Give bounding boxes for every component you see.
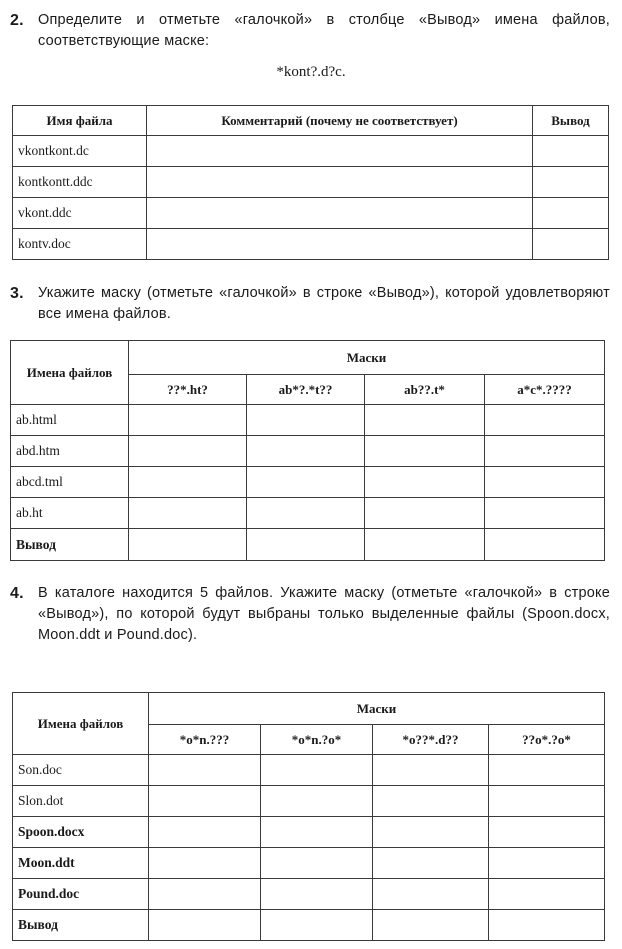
output-checkbox-cell[interactable] bbox=[489, 910, 605, 941]
output-checkbox-cell[interactable] bbox=[365, 529, 485, 561]
header-masks: Маски bbox=[129, 341, 605, 375]
header-filenames: Имена файлов bbox=[11, 341, 129, 405]
output-checkbox-cell[interactable] bbox=[485, 529, 605, 561]
task-4-header-row bbox=[13, 693, 605, 725]
task-3-heading bbox=[10, 283, 610, 325]
output-checkbox-cell[interactable] bbox=[533, 136, 609, 167]
table-row bbox=[13, 167, 609, 198]
filename-cell-selected: Spoon.docx bbox=[13, 817, 149, 848]
filename-cell-selected: Moon.ddt bbox=[13, 848, 149, 879]
task-2-table bbox=[12, 105, 609, 260]
mask-cell bbox=[261, 848, 373, 879]
filename-cell: Slon.dot bbox=[13, 786, 149, 817]
mask-option-1: *o*n.??? bbox=[149, 725, 261, 755]
header-filenames: Имена файлов bbox=[13, 693, 149, 755]
mask-cell bbox=[129, 436, 247, 467]
task-4-table bbox=[12, 692, 605, 941]
mask-cell bbox=[489, 786, 605, 817]
filename-cell: ab.html bbox=[11, 405, 129, 436]
mask-cell bbox=[365, 436, 485, 467]
header-comment: Комментарий (почему не соответствует) bbox=[147, 106, 533, 136]
task-4-heading bbox=[10, 583, 610, 646]
mask-cell bbox=[485, 405, 605, 436]
mask-cell bbox=[247, 498, 365, 529]
mask-cell bbox=[261, 786, 373, 817]
mask-cell bbox=[373, 817, 489, 848]
output-checkbox-cell[interactable] bbox=[129, 529, 247, 561]
filename-cell: abcd.tml bbox=[11, 467, 129, 498]
comment-cell[interactable] bbox=[147, 229, 533, 260]
mask-cell bbox=[247, 405, 365, 436]
mask-cell bbox=[373, 848, 489, 879]
filename-cell: ab.ht bbox=[11, 498, 129, 529]
mask-cell bbox=[373, 879, 489, 910]
comment-cell[interactable] bbox=[147, 198, 533, 229]
mask-cell bbox=[247, 467, 365, 498]
mask-cell bbox=[485, 436, 605, 467]
table-row bbox=[13, 786, 605, 817]
mask-cell bbox=[261, 817, 373, 848]
mask-option-3: *o??*.d?? bbox=[373, 725, 489, 755]
comment-cell[interactable] bbox=[147, 167, 533, 198]
mask-cell bbox=[485, 498, 605, 529]
mask-cell bbox=[365, 467, 485, 498]
mask-cell bbox=[129, 405, 247, 436]
filename-cell: abd.htm bbox=[11, 436, 129, 467]
table-row bbox=[11, 405, 605, 436]
mask-cell bbox=[149, 755, 261, 786]
output-checkbox-cell[interactable] bbox=[247, 529, 365, 561]
mask-option-3: ab??.t* bbox=[365, 375, 485, 405]
comment-cell[interactable] bbox=[147, 136, 533, 167]
output-checkbox-cell[interactable] bbox=[261, 910, 373, 941]
table-row bbox=[13, 136, 609, 167]
mask-option-2: ab*?.*t?? bbox=[247, 375, 365, 405]
mask-cell bbox=[489, 755, 605, 786]
table-row bbox=[11, 467, 605, 498]
mask-cell bbox=[365, 498, 485, 529]
mask-cell bbox=[485, 467, 605, 498]
mask-option-1: ??*.ht? bbox=[129, 375, 247, 405]
table-row bbox=[11, 436, 605, 467]
filename-cell: vkont.ddc bbox=[13, 198, 147, 229]
mask-cell bbox=[149, 786, 261, 817]
mask-cell bbox=[373, 786, 489, 817]
task-2-header-row bbox=[13, 106, 609, 136]
mask-option-2: *o*n.?o* bbox=[261, 725, 373, 755]
output-label: Вывод bbox=[13, 910, 149, 941]
output-checkbox-cell[interactable] bbox=[533, 198, 609, 229]
task-3-number: 3. bbox=[10, 285, 24, 302]
mask-cell bbox=[149, 848, 261, 879]
filename-cell: vkontkont.dc bbox=[13, 136, 147, 167]
mask-cell bbox=[149, 817, 261, 848]
mask-cell bbox=[373, 755, 489, 786]
output-checkbox-cell[interactable] bbox=[149, 910, 261, 941]
task-2-heading bbox=[10, 10, 610, 52]
task-4-number: 4. bbox=[10, 585, 24, 602]
table-row bbox=[11, 498, 605, 529]
task-3-text: Укажите маску (отметьте «галочкой» в строке «Вывод»), которой удовлетворяют все имена файлов. bbox=[38, 285, 610, 322]
table-row bbox=[13, 879, 605, 910]
table-row bbox=[13, 817, 605, 848]
task-2-number: 2. bbox=[10, 12, 24, 29]
task-4-output-row bbox=[13, 910, 605, 941]
output-checkbox-cell[interactable] bbox=[373, 910, 489, 941]
output-checkbox-cell[interactable] bbox=[533, 167, 609, 198]
filename-cell: kontv.doc bbox=[13, 229, 147, 260]
header-masks: Маски bbox=[149, 693, 605, 725]
table-row bbox=[13, 229, 609, 260]
mask-cell bbox=[149, 879, 261, 910]
table-row bbox=[13, 198, 609, 229]
task-2-mask: *kont?.d?c. bbox=[276, 64, 346, 80]
mask-cell bbox=[489, 848, 605, 879]
filename-cell-selected: Pound.doc bbox=[13, 879, 149, 910]
mask-cell bbox=[365, 405, 485, 436]
task-3-header-row bbox=[11, 341, 605, 375]
task-3-output-row bbox=[11, 529, 605, 561]
mask-cell bbox=[247, 436, 365, 467]
mask-cell bbox=[129, 498, 247, 529]
task-4-text: В каталоге находится 5 файлов. Укажите маску (отметьте «галочкой» в строке «Вывод»), по которой будут выбраны только выделенные файлы (Spoon.docx, Moon.ddt и Pound.doc). bbox=[38, 585, 610, 643]
task-2-text: Определите и отметьте «галочкой» в столбце «Вывод» имена файлов, соответствующие маске: bbox=[38, 12, 610, 49]
mask-cell bbox=[261, 755, 373, 786]
mask-cell bbox=[129, 467, 247, 498]
mask-cell bbox=[489, 879, 605, 910]
mask-option-4: a*c*.???? bbox=[485, 375, 605, 405]
mask-cell bbox=[489, 817, 605, 848]
filename-cell: kontkontt.ddc bbox=[13, 167, 147, 198]
output-label: Вывод bbox=[11, 529, 129, 561]
header-filename: Имя файла bbox=[13, 106, 147, 136]
task-3-table bbox=[10, 340, 605, 561]
table-row bbox=[13, 848, 605, 879]
filename-cell: Son.doc bbox=[13, 755, 149, 786]
header-output: Вывод bbox=[533, 106, 609, 136]
mask-option-4: ??o*.?o* bbox=[489, 725, 605, 755]
mask-cell bbox=[261, 879, 373, 910]
table-row bbox=[13, 755, 605, 786]
output-checkbox-cell[interactable] bbox=[533, 229, 609, 260]
